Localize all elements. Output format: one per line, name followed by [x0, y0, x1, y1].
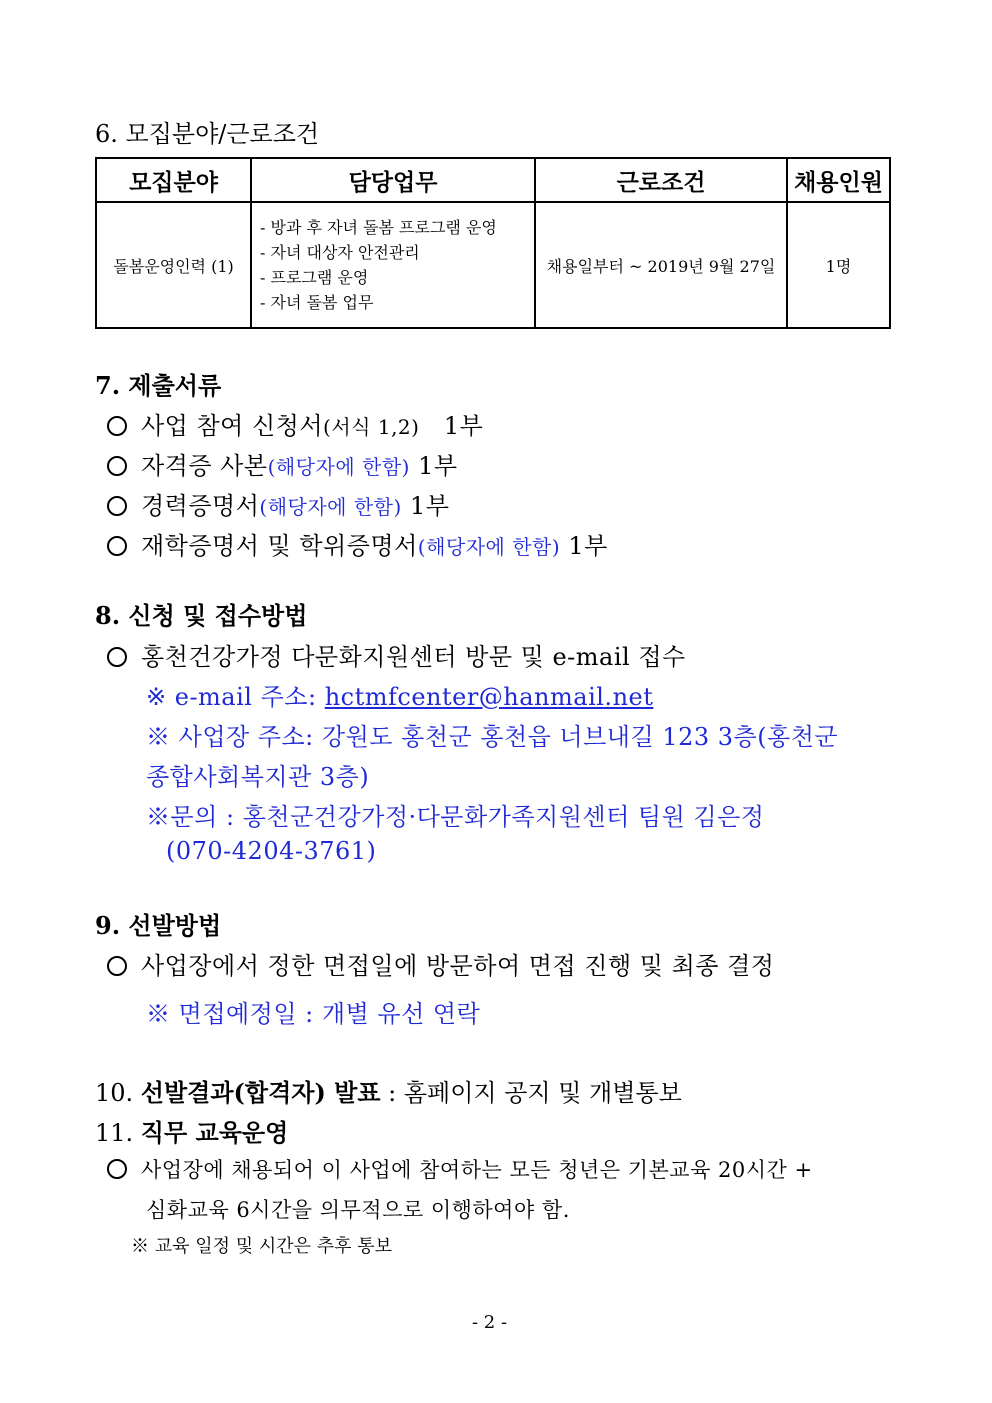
interview-note: ※ 면접예정일 : 개별 유선 연락	[146, 1000, 481, 1028]
doc-item: 경력증명서(해당자에 한함) 1부	[107, 486, 449, 521]
duty-item: - 방과 후 자녀 돌봄 프로그램 운영	[260, 218, 497, 237]
section-7-title: 7. 제출서류	[95, 371, 222, 400]
table-row	[96, 202, 890, 328]
email-line: ※ e-mail 주소: hctmfcenter@hanmail.net	[146, 683, 654, 711]
table-header-row	[96, 158, 890, 202]
section-6-title: 6. 모집분야/근로조건	[95, 120, 320, 148]
circle-bullet-icon	[107, 647, 127, 667]
page-number: - 2 -	[472, 1312, 508, 1333]
circle-bullet-icon	[107, 456, 127, 476]
recruitment-table	[95, 157, 891, 329]
header-field: 모집분야	[96, 158, 251, 202]
section-8-title: 8. 신청 및 접수방법	[95, 601, 308, 630]
circle-bullet-icon	[107, 496, 127, 516]
circle-bullet-icon	[107, 1159, 127, 1179]
section-10-line: 10. 선발결과(합격자) 발표 : 홈페이지 공지 및 개별통보	[95, 1078, 682, 1107]
cell-field: 돌봄운영인력 (1)	[96, 202, 251, 328]
address-line-2: 종합사회복지관 3층)	[146, 763, 370, 791]
apply-method-item: 홍천건강가정 다문화지원센터 방문 및 e-mail 접수	[107, 637, 686, 672]
section-11-line: 11. 직무 교육운영	[95, 1118, 289, 1147]
duty-item: - 자녀 돌봄 업무	[260, 293, 374, 312]
circle-bullet-icon	[107, 416, 127, 436]
contact-line-1: ※문의 : 홍천군건강가정·다문화가족지원센터 팀원 김은정	[146, 803, 765, 831]
selection-method-item: 사업장에서 정한 면접일에 방문하여 면접 진행 및 최종 결정	[107, 946, 774, 981]
header-count: 채용인원	[787, 158, 890, 202]
circle-bullet-icon	[107, 956, 127, 976]
section-11-title: 직무 교육운영	[140, 1118, 289, 1147]
duty-item: - 프로그램 운영	[260, 268, 369, 287]
doc-item: 자격증 사본(해당자에 한함) 1부	[107, 446, 458, 481]
cell-conditions: 채용일부터 ~ 2019년 9월 27일	[535, 202, 787, 328]
header-duties: 담당업무	[251, 158, 535, 202]
email-link[interactable]: hctmfcenter@hanmail.net	[324, 683, 654, 711]
doc-item: 사업 참여 신청서(서식 1,2) 1부	[107, 406, 483, 441]
doc-item: 재학증명서 및 학위증명서(해당자에 한함) 1부	[107, 526, 608, 561]
circle-bullet-icon	[107, 536, 127, 556]
address-line-1: ※ 사업장 주소: 강원도 홍천군 홍천읍 너브내길 123 3층(홍천군	[146, 723, 839, 751]
training-item-line-2: 심화교육 6시간을 의무적으로 이행하여야 함.	[146, 1198, 570, 1222]
contact-line-2: (070-4204-3761)	[166, 837, 377, 865]
cell-count: 1명	[787, 202, 890, 328]
header-conditions: 근로조건	[535, 158, 787, 202]
cell-duties	[251, 202, 535, 328]
section-9-title: 9. 선발방법	[95, 911, 222, 940]
duty-item: - 자녀 대상자 안전관리	[260, 243, 420, 262]
training-item-line-1: 사업장에 채용되어 이 사업에 참여하는 모든 청년은 기본교육 20시간 +	[107, 1154, 813, 1184]
training-note: ※ 교육 일정 및 시간은 추후 통보	[131, 1236, 392, 1257]
section-10-title: 선발결과(합격자) 발표	[140, 1078, 381, 1107]
